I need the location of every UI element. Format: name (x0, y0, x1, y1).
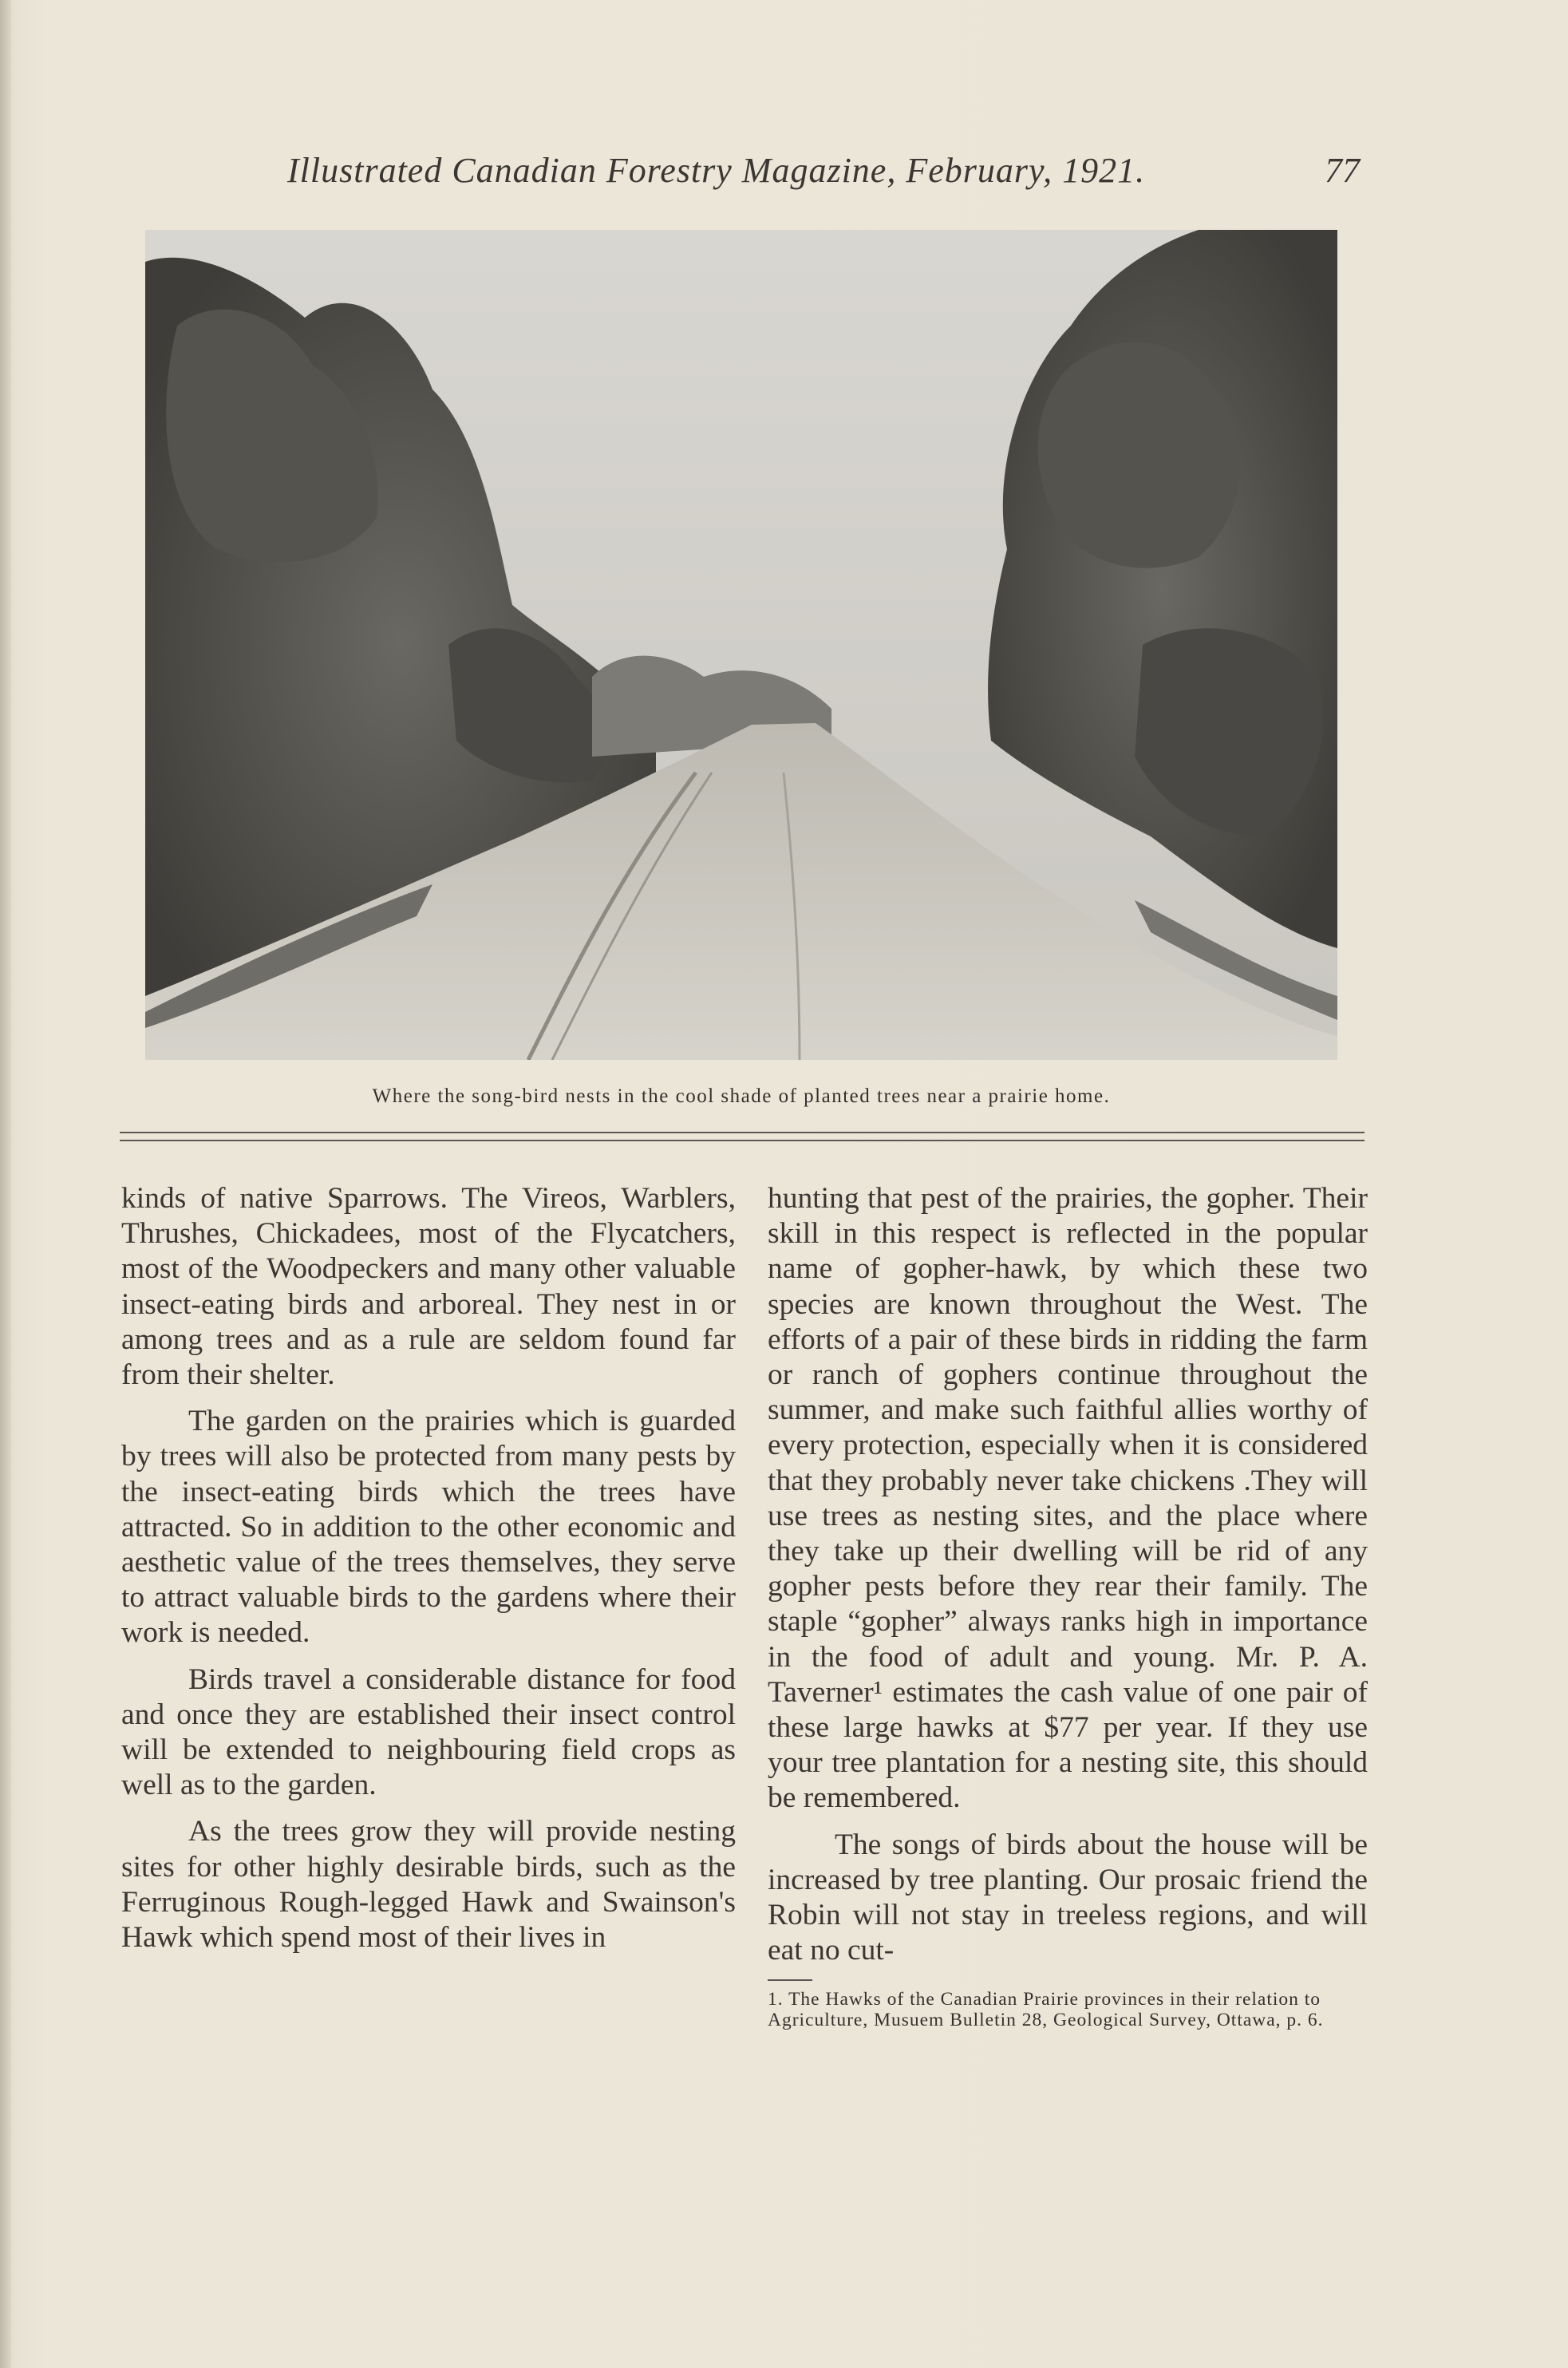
right-column (768, 1181, 1368, 2030)
page-number: 77 (1325, 151, 1360, 190)
right-paragraph-1: hunting that pest of the prairies, the gopher. Their skill in this respect is reflected in the popular name of gopher-hawk, by which these two species are known throughout the West. The efforts of a pair of these birds in ridding the farm or ranch of gophers continue throughout the summer, and make such faithful allies worthy of every protection, especially when it is considered that they probably never take chickens .They will use trees as nesting sites, and the place where they take up their dwelling will be rid of any gopher pests before they rear their family. The staple “gopher” always ranks high in importance in the food of adult and young. Mr. P. A. Taverner¹ estimates the cash value of one pair of these large hawks at $77 per year. If they use your tree plantation for a nesting site, this should be remembered. (768, 1182, 1368, 1815)
footnote-rule (768, 1979, 812, 1981)
footnote: 1. The Hawks of the Canadian Prairie provinces in their relation to Agriculture, Musuem Bulletin 28, Geological Survey, Ottawa, p. 6. (768, 1989, 1324, 2031)
road-photo-drawing (145, 230, 1337, 1060)
right-paragraph-2: The songs of birds about the house will be increased by tree planting. Our prosaic friend the Robin will not stay in treeless regions, and will eat no cut- (768, 1828, 1368, 1967)
binding-edge (0, 0, 11, 2368)
left-paragraph-4: As the trees grow they will provide nesting sites for other highly desirable birds, such as the Ferruginous Rough-legged Hawk and Swainson's Hawk which spend most of their lives in (121, 1815, 736, 1955)
left-paragraph-3: Birds travel a considerable distance for food and once they are established their insect control will be extended to neighbouring field crops as well as to the garden. (121, 1662, 736, 1802)
caption-divider-bottom (120, 1140, 1365, 1141)
left-paragraph-2: The garden on the prairies which is guarded by trees will also be protected from many pests by the insect-eating birds which the trees have attracted. So in addition to the other economic and aesthetic value of the trees themselves, they serve to attract valuable birds to the gardens where their work is needed. (121, 1405, 736, 1650)
running-title: Illustrated Canadian Forestry Magazine, February, 1921. (287, 151, 1146, 190)
photo-caption: Where the song-bird nests in the cool shade of planted trees near a prairie home. (372, 1085, 1111, 1107)
left-paragraph-1: kinds of native Sparrows. The Vireos, Warblers, Thrushes, Chickadees, most of the Flycatchers, most of the Woodpeckers and many other valuable insect-eating birds and arboreal. They nest in or among trees and as a rule are seldom found far from their shelter. (121, 1182, 736, 1392)
caption-divider-top (120, 1132, 1365, 1133)
left-column (121, 1181, 736, 1967)
road-photo (145, 230, 1337, 1060)
